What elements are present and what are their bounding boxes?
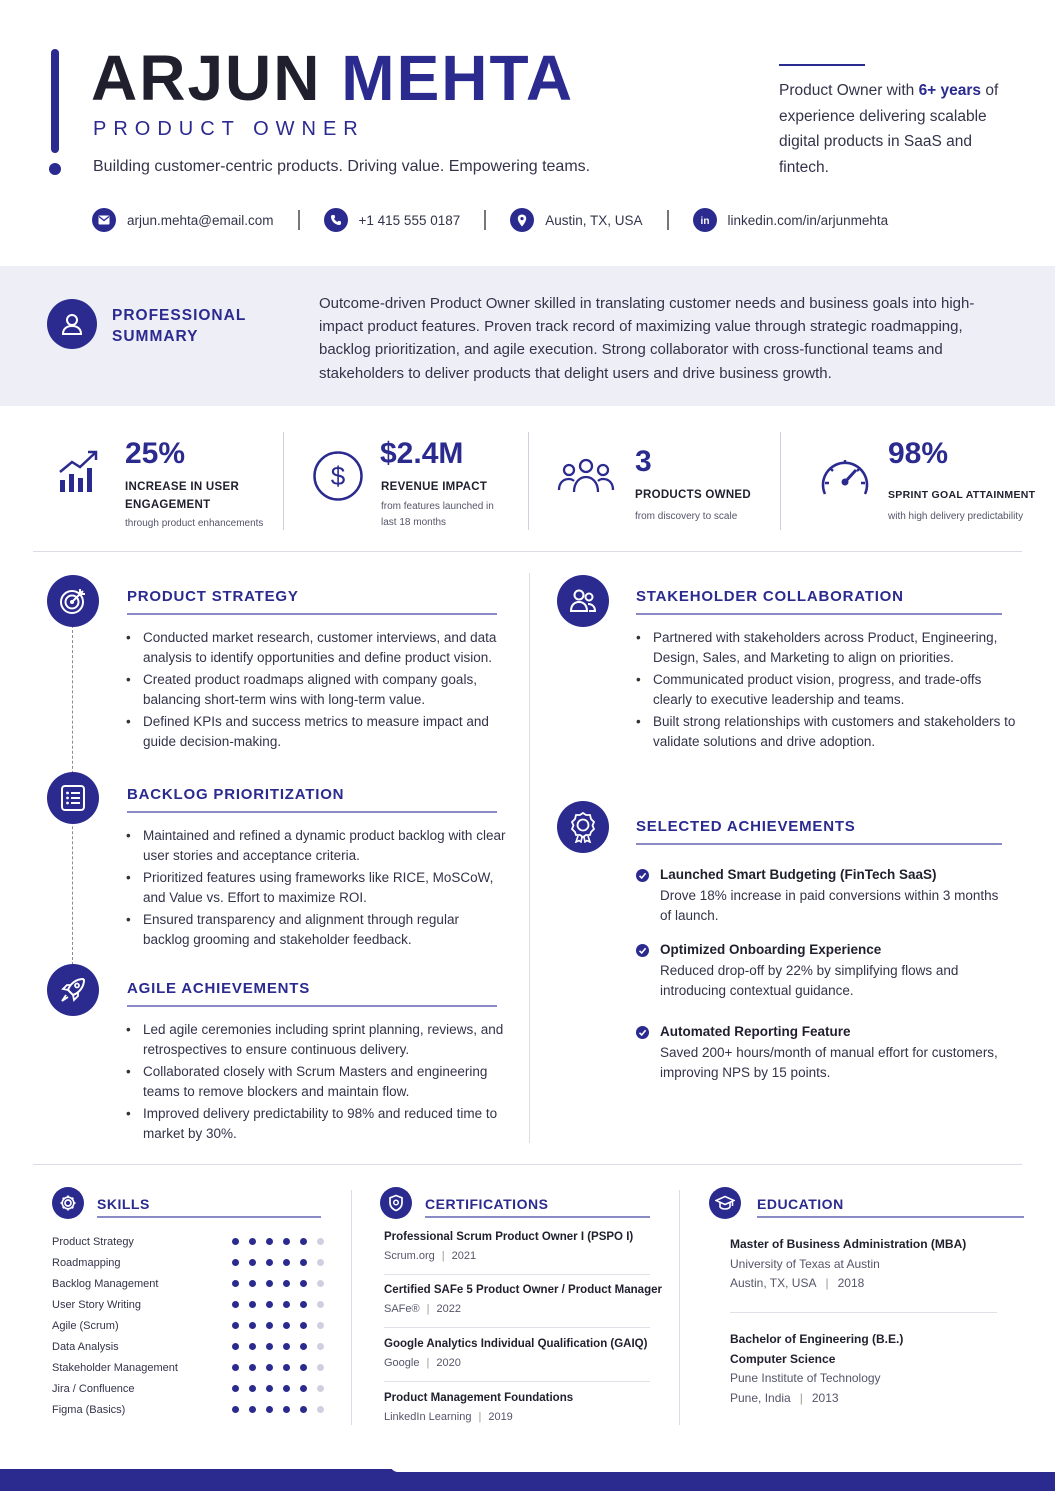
degree: Bachelor of Engineering (B.E.) xyxy=(730,1332,904,1346)
skill-row xyxy=(52,1315,324,1336)
intro-prefix: Product Owner with xyxy=(779,82,919,99)
skill-row xyxy=(52,1399,324,1420)
achievement-item xyxy=(660,1022,1012,1084)
footer-bar xyxy=(0,1469,1055,1491)
target-icon xyxy=(47,575,99,627)
contact-phone[interactable] xyxy=(324,208,461,232)
intro-suffix: of experience delivering scalable digital products in SaaS and fintech. xyxy=(779,82,999,176)
shield-icon xyxy=(380,1187,412,1219)
skill-name: Agile (Scrum) xyxy=(52,1319,119,1332)
stat-label: SPRINT GOAL ATTAINMENT xyxy=(888,489,1036,501)
achievement-title: Launched Smart Budgeting (FinTech SaaS) xyxy=(660,867,937,882)
rating-dot xyxy=(266,1238,273,1245)
rating-dot xyxy=(300,1406,307,1413)
section-rule xyxy=(97,1216,321,1218)
check-icon xyxy=(636,944,649,957)
skill-rating xyxy=(232,1301,324,1308)
stat-sub: through product enhancements xyxy=(125,518,264,529)
column-divider xyxy=(351,1190,352,1425)
skill-rating xyxy=(232,1280,324,1287)
section-rule xyxy=(127,811,497,813)
skill-row xyxy=(52,1336,324,1357)
bar-chart-icon xyxy=(58,448,100,499)
stat-value: 25% xyxy=(125,437,186,470)
contact-phone-text: +1 415 555 0187 xyxy=(358,212,461,228)
svg-text:$: $ xyxy=(330,461,346,491)
cert-divider xyxy=(384,1381,650,1382)
stat-value: $2.4M xyxy=(380,437,464,470)
intro-rule xyxy=(779,64,865,66)
stat-sub: with high delivery predictability xyxy=(888,511,1024,522)
rating-dot xyxy=(266,1343,273,1350)
list-item: • Communicated product vision, progress, and trade-offs clearly to executive leadership and teams. xyxy=(636,670,1016,709)
skills-list xyxy=(52,1231,324,1420)
rating-dot xyxy=(283,1238,290,1245)
stat-divider xyxy=(528,432,529,530)
list-item: • Maintained and refined a dynamic product backlog with clear user stories and acceptance criteria. xyxy=(126,826,506,865)
tagline: Building customer-centric products. Driving value. Empowering teams. xyxy=(93,158,591,175)
achievement-item xyxy=(660,940,1012,1002)
rating-dot xyxy=(249,1301,256,1308)
rocket-icon xyxy=(47,964,99,1016)
contact-bar xyxy=(92,206,888,234)
skill-row xyxy=(52,1273,324,1294)
rating-dot xyxy=(300,1280,307,1287)
skill-name: Product Strategy xyxy=(52,1235,134,1248)
section-title: AGILE ACHIEVEMENTS xyxy=(127,980,311,997)
edu-location: Pune, India xyxy=(730,1390,791,1405)
cert-year: 2022 xyxy=(436,1303,461,1315)
bullet-list xyxy=(126,826,506,952)
linkedin-icon xyxy=(693,208,717,232)
rating-dot xyxy=(300,1364,307,1371)
rating-dot xyxy=(232,1301,239,1308)
section-rule xyxy=(127,1005,497,1007)
rating-dot xyxy=(317,1406,324,1413)
award-icon xyxy=(557,801,609,853)
skills-title: SKILLS xyxy=(97,1196,150,1212)
degree: Master of Business Administration (MBA) xyxy=(730,1237,967,1251)
rating-dot xyxy=(283,1301,290,1308)
school: University of Texas at Austin xyxy=(730,1256,880,1271)
cert-issuer: Scrum.org xyxy=(384,1250,435,1262)
summary-title-line2: SUMMARY xyxy=(112,328,199,345)
check-icon xyxy=(636,1026,649,1039)
section-rule xyxy=(425,1216,650,1218)
cert-name: Professional Scrum Product Owner I (PSPO I) xyxy=(384,1231,634,1243)
rating-dot xyxy=(232,1406,239,1413)
divider xyxy=(33,1164,1022,1165)
rating-dot xyxy=(317,1301,324,1308)
edu-location: Austin, TX, USA xyxy=(730,1276,817,1290)
user-icon xyxy=(47,299,97,349)
cert-divider xyxy=(384,1327,650,1328)
education-item xyxy=(730,1235,966,1294)
rating-dot xyxy=(283,1280,290,1287)
edu-year: 2018 xyxy=(837,1276,865,1290)
rating-dot xyxy=(317,1364,324,1371)
contact-separator xyxy=(667,210,669,230)
stat-sub-line: last 18 months xyxy=(381,517,447,528)
skill-rating xyxy=(232,1238,324,1245)
list-item: • Created product roadmaps aligned with company goals, balancing short-term wins with long-term value. xyxy=(126,670,506,709)
rating-dot xyxy=(317,1259,324,1266)
skill-row xyxy=(52,1294,324,1315)
skill-row xyxy=(52,1357,324,1378)
skill-rating xyxy=(232,1385,324,1392)
achievement-desc: Drove 18% increase in paid conversions within 3 months of launch. xyxy=(660,887,999,923)
contact-email[interactable] xyxy=(92,208,274,232)
stat-label-line: ENGAGEMENT xyxy=(125,499,211,511)
stat-sub-line: from features launched in xyxy=(381,501,494,512)
list-item: • Prioritized features using frameworks like RICE, MoSCoW, and Value vs. Effort to maximize ROI. xyxy=(126,868,506,907)
stat-sub: from discovery to scale xyxy=(635,511,738,522)
rating-dot xyxy=(300,1343,307,1350)
skill-name: Jira / Confluence xyxy=(52,1382,135,1395)
section-rule xyxy=(127,613,497,615)
cert-issuer: Google xyxy=(384,1357,420,1369)
list-item: • Ensured transparency and alignment through regular backlog grooming and stakeholder feedback. xyxy=(126,910,506,949)
column-divider xyxy=(679,1190,680,1425)
cert-meta: Scrum.org | 2021 xyxy=(384,1250,477,1262)
rating-dot xyxy=(249,1259,256,1266)
skill-rating xyxy=(232,1343,324,1350)
contact-separator xyxy=(484,210,486,230)
rating-dot xyxy=(266,1385,273,1392)
summary-text: Outcome-driven Product Owner skilled in translating customer needs and business goals into high-impact product features. Proven track record of maximizing value through strategic roadmapping, backlog prioritization, and agile execution. Strong collaborator with cross-functional teams and stakeholders to deliver products that delight users and drive business growth. xyxy=(319,295,975,382)
section-rule xyxy=(636,843,1002,845)
rating-dot xyxy=(266,1301,273,1308)
section-title: STAKEHOLDER COLLABORATION xyxy=(636,588,904,605)
intro-text xyxy=(779,78,1009,180)
section-rule xyxy=(636,613,1002,615)
svg-text:in: in xyxy=(700,216,709,226)
stat-label-line: INCREASE IN USER xyxy=(125,481,240,493)
rating-dot xyxy=(300,1301,307,1308)
achievement-desc: Saved 200+ hours/month of manual effort for customers, improving NPS by 15 points. xyxy=(660,1044,998,1080)
skill-row xyxy=(52,1252,324,1273)
bullet-list xyxy=(126,628,506,754)
cert-meta: SAFe® | 2022 xyxy=(384,1303,461,1315)
skill-name: Figma (Basics) xyxy=(52,1403,126,1416)
skill-name: Roadmapping xyxy=(52,1256,121,1269)
email-icon xyxy=(92,208,116,232)
dollar-icon xyxy=(312,450,364,507)
phone-icon xyxy=(324,208,348,232)
contact-location xyxy=(510,208,642,232)
edu-year: 2013 xyxy=(811,1390,839,1405)
rating-dot xyxy=(249,1322,256,1329)
cert-divider xyxy=(384,1274,650,1275)
section-rule xyxy=(757,1216,1024,1218)
cert-issuer: SAFe® xyxy=(384,1303,420,1315)
job-title: PRODUCT OWNER xyxy=(93,118,365,140)
gauge-icon xyxy=(818,452,872,503)
contact-email-text: arjun.mehta@email.com xyxy=(127,212,274,228)
cert-year: 2020 xyxy=(436,1357,461,1369)
skill-row xyxy=(52,1378,324,1399)
skill-rating xyxy=(232,1259,324,1266)
rating-dot xyxy=(300,1322,307,1329)
list-item: • Improved delivery predictability to 98% and reduced time to market by 30%. xyxy=(126,1104,506,1143)
rating-dot xyxy=(266,1364,273,1371)
skill-name: Data Analysis xyxy=(52,1340,119,1353)
last-name: MEHTA xyxy=(341,42,575,114)
list-item: • Collaborated closely with Scrum Masters and engineering teams to remove blockers and maintain flow. xyxy=(126,1062,506,1101)
list-item: • Led agile ceremonies including sprint planning, reviews, and retrospectives to ensure continuous delivery. xyxy=(126,1020,506,1059)
rating-dot xyxy=(249,1406,256,1413)
contact-linkedin-text: linkedin.com/in/arjunmehta xyxy=(727,212,889,228)
education-title: EDUCATION xyxy=(757,1196,844,1212)
skill-row xyxy=(52,1231,324,1252)
stat-label xyxy=(125,478,239,514)
cert-name: Product Management Foundations xyxy=(384,1392,574,1404)
rating-dot xyxy=(249,1238,256,1245)
rating-dot xyxy=(317,1322,324,1329)
list-item: • Built strong relationships with customers and stakeholders to validate solutions and drive adoption. xyxy=(636,712,1016,751)
check-icon xyxy=(636,869,649,882)
school: Pune Institute of Technology xyxy=(730,1371,881,1385)
rating-dot xyxy=(232,1238,239,1245)
bullet-list xyxy=(126,1020,506,1146)
cert-meta: LinkedIn Learning | 2019 xyxy=(384,1411,513,1423)
contact-separator xyxy=(298,210,300,230)
cert-year: 2021 xyxy=(451,1250,477,1262)
bullet-list xyxy=(636,628,1016,754)
rating-dot xyxy=(266,1406,273,1413)
degree-field: Computer Science xyxy=(730,1351,836,1366)
stat-sub xyxy=(381,499,494,531)
achievement-title: Optimized Onboarding Experience xyxy=(660,942,882,957)
contact-linkedin[interactable] xyxy=(693,208,889,232)
stat-value: 98% xyxy=(888,437,949,470)
rating-dot xyxy=(317,1385,324,1392)
list-item: • Defined KPIs and success metrics to measure impact and guide decision-making. xyxy=(126,712,506,751)
contact-location-text: Austin, TX, USA xyxy=(545,212,643,228)
section-title: SELECTED ACHIEVEMENTS xyxy=(636,818,856,835)
divider xyxy=(33,551,1022,552)
section-title: BACKLOG PRIORITIZATION xyxy=(127,786,345,803)
rating-dot xyxy=(317,1343,324,1350)
rating-dot xyxy=(283,1364,290,1371)
cert-issuer: LinkedIn Learning xyxy=(384,1411,472,1423)
stat-label: REVENUE IMPACT xyxy=(381,481,488,493)
section-title: PRODUCT STRATEGY xyxy=(127,588,299,605)
cert-year: 2019 xyxy=(488,1411,513,1423)
skill-rating xyxy=(232,1406,324,1413)
rating-dot xyxy=(317,1280,324,1287)
list-item: • Conducted market research, customer interviews, and data analysis to identify opportunities and define product vision. xyxy=(126,628,506,667)
rating-dot xyxy=(232,1385,239,1392)
skill-name: Stakeholder Management xyxy=(52,1361,178,1374)
rating-dot xyxy=(283,1385,290,1392)
rating-dot xyxy=(317,1238,324,1245)
rating-dot xyxy=(232,1322,239,1329)
stat-label: PRODUCTS OWNED xyxy=(635,489,752,501)
cert-name: Certified SAFe 5 Product Owner / Product Manager xyxy=(384,1284,662,1296)
stat-divider xyxy=(283,432,284,530)
rating-dot xyxy=(300,1238,307,1245)
column-divider xyxy=(529,573,530,1143)
edu-location-year: Pune, India | 2013 xyxy=(730,1390,839,1405)
achievement-title: Automated Reporting Feature xyxy=(660,1024,851,1039)
skill-name: Backlog Management xyxy=(52,1277,159,1290)
intro-highlight: 6+ years xyxy=(918,82,982,99)
rating-dot xyxy=(249,1343,256,1350)
footer-notch xyxy=(390,1464,1055,1472)
accent-dot xyxy=(49,163,61,175)
location-icon xyxy=(510,208,534,232)
rating-dot xyxy=(266,1322,273,1329)
checklist-icon xyxy=(47,772,99,824)
rating-dot xyxy=(283,1322,290,1329)
rating-dot xyxy=(232,1259,239,1266)
cert-meta: Google | 2020 xyxy=(384,1357,461,1369)
edu-divider xyxy=(730,1312,997,1313)
rating-dot xyxy=(300,1259,307,1266)
rating-dot xyxy=(300,1385,307,1392)
edu-location-year: Austin, TX, USA | 2018 xyxy=(730,1276,865,1290)
achievement-desc: Reduced drop-off by 22% by simplifying flows and introducing contextual guidance. xyxy=(660,962,959,998)
rating-dot xyxy=(232,1364,239,1371)
team-icon xyxy=(556,456,616,501)
stat-value: 3 xyxy=(635,445,652,478)
rating-dot xyxy=(232,1343,239,1350)
skill-rating xyxy=(232,1322,324,1329)
accent-bar xyxy=(51,49,59,153)
rating-dot xyxy=(283,1343,290,1350)
stat-divider xyxy=(780,432,781,530)
rating-dot xyxy=(283,1406,290,1413)
rating-dot xyxy=(266,1280,273,1287)
summary-title xyxy=(112,305,262,347)
rating-dot xyxy=(232,1280,239,1287)
cert-name: Google Analytics Individual Qualification (GAIQ) xyxy=(384,1338,648,1350)
rating-dot xyxy=(249,1385,256,1392)
achievement-item xyxy=(660,865,1012,927)
certifications-title: CERTIFICATIONS xyxy=(425,1196,549,1212)
first-name: ARJUN xyxy=(91,42,322,114)
list-item: • Partnered with stakeholders across Product, Engineering, Design, Sales, and Marketing to align on priorities. xyxy=(636,628,1016,667)
skill-rating xyxy=(232,1364,324,1371)
rating-dot xyxy=(283,1259,290,1266)
rating-dot xyxy=(266,1259,273,1266)
full-name xyxy=(91,40,574,116)
rating-dot xyxy=(249,1280,256,1287)
rating-dot xyxy=(249,1364,256,1371)
graduation-cap-icon xyxy=(709,1187,741,1219)
education-item xyxy=(730,1330,903,1408)
collaboration-icon xyxy=(557,575,609,627)
skill-name: User Story Writing xyxy=(52,1298,142,1311)
summary-title-line1: PROFESSIONAL xyxy=(112,307,247,324)
gear-icon xyxy=(52,1187,84,1219)
